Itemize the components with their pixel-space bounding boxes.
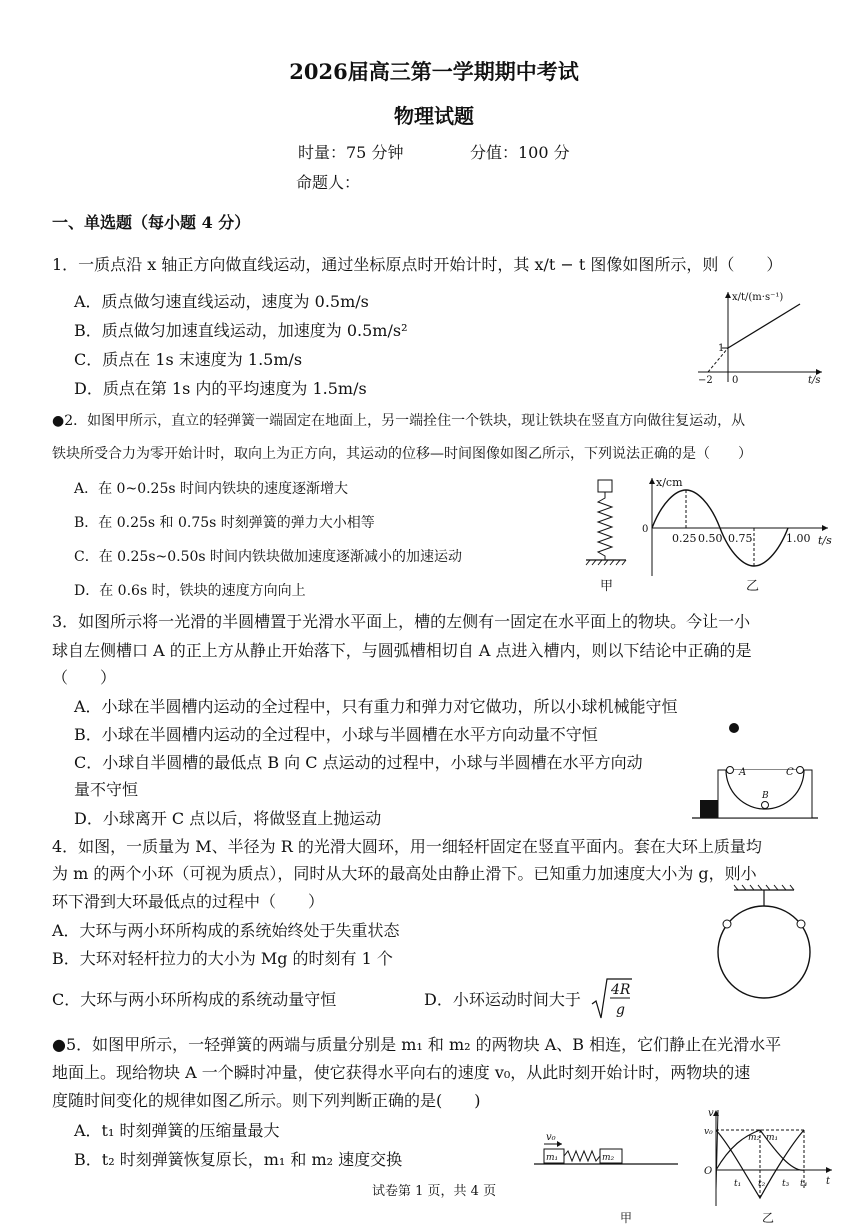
q3-option-b: B．小球在半圆槽内运动的全过程中，小球与半圆槽在水平方向动量不守恒 xyxy=(74,725,598,744)
q2-label-jia: 甲 xyxy=(600,579,614,594)
q3-groove-figure xyxy=(692,718,822,832)
q4-option-c: C．大环与两小环所构成的系统动量守恒 xyxy=(52,990,337,1009)
q4-stem-line1: 4．如图，一质量为 M、半径为 R 的光滑大圆环，用一细轻杆固定在竖直平面内。套在大环上质量均 xyxy=(52,837,762,856)
q5-graph-m1: m₁ xyxy=(766,1133,779,1143)
q2-graph-xlabel: t/s xyxy=(818,534,832,547)
subject-title: 物理试题 xyxy=(394,104,474,128)
q1-graph-ylabel: x/t/(m·s⁻¹) xyxy=(732,292,784,303)
q4-option-a: A．大环与两小环所构成的系统始终处于失重状态 xyxy=(52,921,400,940)
q2-graph-tick-075: 0.75 xyxy=(728,532,753,545)
q1-option-c: C．质点在 1s 末速度为 1.5m/s xyxy=(74,350,303,369)
q4-sqrt-numerator: 4R xyxy=(611,982,631,998)
q5-graph-v0: v₀ xyxy=(704,1127,713,1137)
q4-sqrt-expression xyxy=(590,976,634,1026)
q5-fig-v0: v₀ xyxy=(546,1132,556,1143)
q5-graph-t3: t₃ xyxy=(782,1179,790,1189)
q1-graph-intercept: 1 xyxy=(718,343,725,354)
q5-graph-origin: O xyxy=(704,1166,713,1177)
q3-label-b: B xyxy=(762,791,769,801)
q5-option-b: B．t₂ 时刻弹簧恢复原长，m₁ 和 m₂ 速度交换 xyxy=(74,1150,403,1169)
q1-graph xyxy=(690,286,830,390)
q5-stem-line2: 地面上。现给物块 A 一个瞬时冲量，使它获得水平向右的速度 v₀，从此时刻开始计时，两物块的速 xyxy=(52,1063,751,1082)
q4-stem-line3: 环下滑到大环最低点的过程中（ ） xyxy=(52,892,325,911)
q4-ring-figure xyxy=(714,882,814,1008)
q5-graph-v: v xyxy=(708,1108,714,1119)
q3-label-a: A xyxy=(739,767,747,778)
q1-graph-xlabel: t/s xyxy=(808,375,821,386)
q4-sqrt-denominator: g xyxy=(616,1002,625,1018)
q4-option-b: B．大环对轻杆拉力的大小为 Mg 的时刻有 1 个 xyxy=(52,949,393,968)
q5-blocks-figure xyxy=(532,1124,682,1231)
q2-option-a: A．在 0~0.25s 时间内铁块的速度逐渐增大 xyxy=(74,481,349,497)
q2-graph-tick-100: 1.00 xyxy=(786,532,811,545)
q1-graph-origin: 0 xyxy=(732,375,739,386)
q3-option-c: C．小球自半圆槽的最低点 B 向 C 点运动的过程中，小球与半圆槽在水平方向动 xyxy=(74,753,643,772)
q5-graph-t4: t₄ xyxy=(800,1179,808,1189)
q5-label-jia: 甲 xyxy=(620,1211,633,1225)
q2-graph-ylabel: x/cm xyxy=(656,476,683,489)
q2-graph-origin: 0 xyxy=(642,524,649,535)
exam-title: 2026届高三第一学期期中考试 xyxy=(289,59,579,84)
q2-spring-figure xyxy=(580,474,640,602)
q1-option-b: B．质点做匀加速直线运动，加速度为 0.5m/s² xyxy=(74,321,408,340)
q5-graph-m2: m₂ xyxy=(748,1133,761,1143)
page-footer: 试卷第 1 页，共 4 页 xyxy=(372,1184,497,1199)
q5-stem-line1: ●5．如图甲所示，一轻弹簧的两端与质量分别是 m₁ 和 m₂ 的两物块 A、B 相连，它们静止在光滑水平 xyxy=(52,1035,782,1054)
q2-stem-line1: ●2．如图甲所示，直立的轻弹簧一端固定在地面上，另一端拴住一个铁块，现让铁块在竖直方向做往复运动，从 xyxy=(52,413,746,429)
q2-label-yi: 乙 xyxy=(746,579,760,594)
q4-stem-line2: 为 m 的两个小环（可视为质点），同时从大环的最高处由静止滑下。已知重力加速度大小为 g，则小 xyxy=(52,864,757,883)
q4-option-d: D．小环运动时间大于 xyxy=(424,990,581,1009)
q1-stem: 1．一质点沿 x 轴正方向做直线运动，通过坐标原点时开始计时，其 x/t − t 图像如图所示，则（ ） xyxy=(52,255,783,274)
q1-graph-tick-neg: −2 xyxy=(698,375,713,386)
exam-time: 时量：75 分钟 xyxy=(298,143,404,162)
q3-stem-line1: 3．如图所示将一光滑的半圆槽置于光滑水平面上，槽的左侧有一固定在水平面上的物块。今让一小 xyxy=(52,612,751,631)
q3-stem-line2: 球自左侧槽口 A 的正上方从静止开始落下，与圆弧槽相切自 A 点进入槽内，则以下结论中正确的是 xyxy=(52,641,752,660)
q2-graph-tick-050: 0.50 xyxy=(698,532,723,545)
q5-option-a: A．t₁ 时刻弹簧的压缩量最大 xyxy=(74,1121,280,1140)
q5-label-yi: 乙 xyxy=(762,1211,775,1225)
q2-option-c: C．在 0.25s~0.50s 时间内铁块做加速度逐渐减小的加速运动 xyxy=(74,549,463,565)
q3-option-d: D．小球离开 C 点以后，将做竖直上抛运动 xyxy=(74,809,382,828)
q1-option-a: A．质点做匀速直线运动，速度为 0.5m/s xyxy=(74,292,369,311)
q2-stem-line2: 铁块所受合力为零开始计时，取向上为正方向，其运动的位移—时间图像如图乙所示，下列说法正确的是（ ） xyxy=(52,446,752,462)
q3-label-c: C xyxy=(786,767,794,778)
q3-option-a: A．小球在半圆槽内运动的全过程中，只有重力和弹力对它做功，所以小球机械能守恒 xyxy=(74,697,678,716)
q5-graph-t1: t₁ xyxy=(734,1179,742,1189)
exam-score: 分值：100 分 xyxy=(470,143,570,162)
q3-stem-line3: （ ） xyxy=(52,668,117,687)
q2-xt-graph xyxy=(636,472,836,602)
q5-fig-m1: m₁ xyxy=(546,1153,559,1163)
q5-graph-t2: t₂ xyxy=(758,1179,766,1189)
q2-graph-tick-025: 0.25 xyxy=(672,532,697,545)
q2-option-b: B．在 0.25s 和 0.75s 时刻弹簧的弹力大小相等 xyxy=(74,515,375,531)
q5-vt-graph xyxy=(700,1106,840,1231)
section-heading: 一、单选题（每小题 4 分） xyxy=(52,213,251,232)
q2-option-d: D．在 0.6s 时，铁块的速度方向向上 xyxy=(74,583,306,599)
q3-option-c-cont: 量不守恒 xyxy=(74,780,139,799)
q5-fig-m2: m₂ xyxy=(602,1153,615,1163)
exam-author: 命题人： xyxy=(296,173,361,192)
q5-graph-t: t xyxy=(826,1176,831,1187)
q1-option-d: D．质点在第 1s 内的平均速度为 1.5m/s xyxy=(74,379,367,398)
q5-stem-line3: 度随时间变化的规律如图乙所示。则下列判断正确的是( ) xyxy=(52,1091,481,1110)
